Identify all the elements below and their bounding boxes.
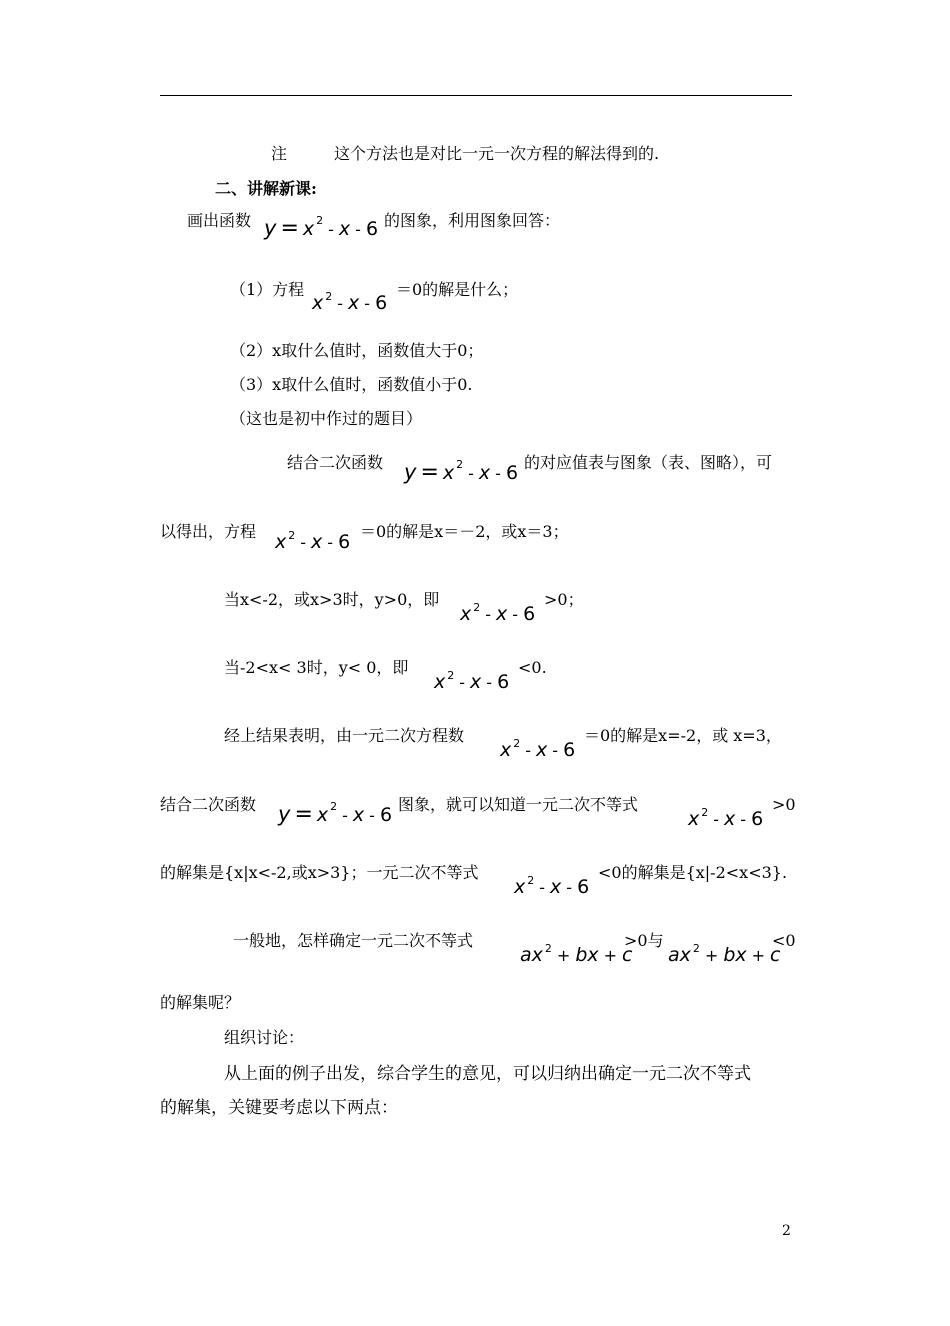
section-heading: 二、讲解新课: <box>215 179 317 198</box>
formula-x2-x-6: x $^2$ - x - 6 <box>514 874 590 898</box>
formula-ax2-bx-c: ax $^2$ + bx + c <box>520 942 633 966</box>
conclude-line-1: 从上面的例子出发，综合学生的意见，可以归纳出确定一元二次不等式 <box>224 1064 751 1084</box>
question-3: （3）x取什么值时，函数值小于0. <box>230 375 473 394</box>
formula-x2-x-6: x $^2$ - x - 6 <box>434 669 510 693</box>
conclude-line-2: 的解集，关键要考虑以下两点： <box>160 1098 398 1118</box>
formula-x2-x-6: x $^2$ - x - 6 <box>275 529 351 553</box>
solution-pre: 的解集是{x|x<-2,或x>3}；一元二次不等式 <box>160 863 479 882</box>
when-negative-post: <0. <box>518 658 547 677</box>
note-text: 这个方法也是对比一元一次方程的解法得到的. <box>334 144 660 163</box>
when-positive-post: >0； <box>544 590 584 609</box>
draw-text-pre: 画出函数 <box>187 211 252 230</box>
general-mid: >0与 <box>624 931 664 950</box>
general-post: <0 <box>772 931 796 950</box>
question-1-pre: （1）方程 <box>230 280 305 299</box>
combine-pre: 结合二次函数 <box>287 453 384 472</box>
when-positive-pre: 当x<-2，或x>3时，y>0，即 <box>224 590 440 609</box>
combine-post: 的对应值表与图象（表、图略），可 <box>524 453 773 472</box>
formula-x2-x-6: x $^2$ - x - 6 <box>688 806 764 830</box>
discuss-text: 组织讨论： <box>224 1028 305 1047</box>
formula-y-x2-x-6: y = x $^2$ - x - 6 <box>404 458 519 485</box>
formula-y-x2-x-6: y = x $^2$ - x - 6 <box>278 800 393 827</box>
header-rule <box>160 95 792 96</box>
solution-post: <0的解集是{x|-2<x<3}. <box>598 863 788 882</box>
general-pre: 一般地，怎样确定一元二次不等式 <box>233 931 474 950</box>
know-pre: 结合二次函数 <box>160 795 257 814</box>
question-2: （2）x取什么值时，函数值大于0； <box>230 341 484 360</box>
page-number: 2 <box>782 1223 791 1239</box>
know-post: >0 <box>772 795 796 814</box>
formula-y-x2-x-6: y = x $^2$ - x - 6 <box>264 214 379 241</box>
question-1-post: ＝0的解是什么； <box>396 280 519 299</box>
result-post: ＝0的解是x=-2，或 x=3， <box>584 726 782 745</box>
know-mid: 图象，就可以知道一元二次不等式 <box>398 795 639 814</box>
result-pre: 经上结果表明，由一元二次方程数 <box>224 726 465 745</box>
note-junior-high: （这也是初中作过的题目） <box>230 409 423 428</box>
draw-text-post: 的图象，利用图象回答： <box>384 211 561 230</box>
get-pre: 以得出，方程 <box>160 522 257 541</box>
formula-x2-x-6: x $^2$ - x - 6 <box>312 290 388 314</box>
formula-ax2-bx-c: ax $^2$ + bx + c <box>668 942 781 966</box>
general-end: 的解集呢？ <box>160 993 241 1012</box>
note-label: 注 <box>271 144 288 163</box>
formula-x2-x-6: x $^2$ - x - 6 <box>500 737 576 761</box>
when-negative-pre: 当-2<x< 3时，y< 0，即 <box>224 658 409 677</box>
formula-x2-x-6: x $^2$ - x - 6 <box>460 601 536 625</box>
get-post: ＝0的解是x＝－2，或x＝3； <box>360 522 569 541</box>
